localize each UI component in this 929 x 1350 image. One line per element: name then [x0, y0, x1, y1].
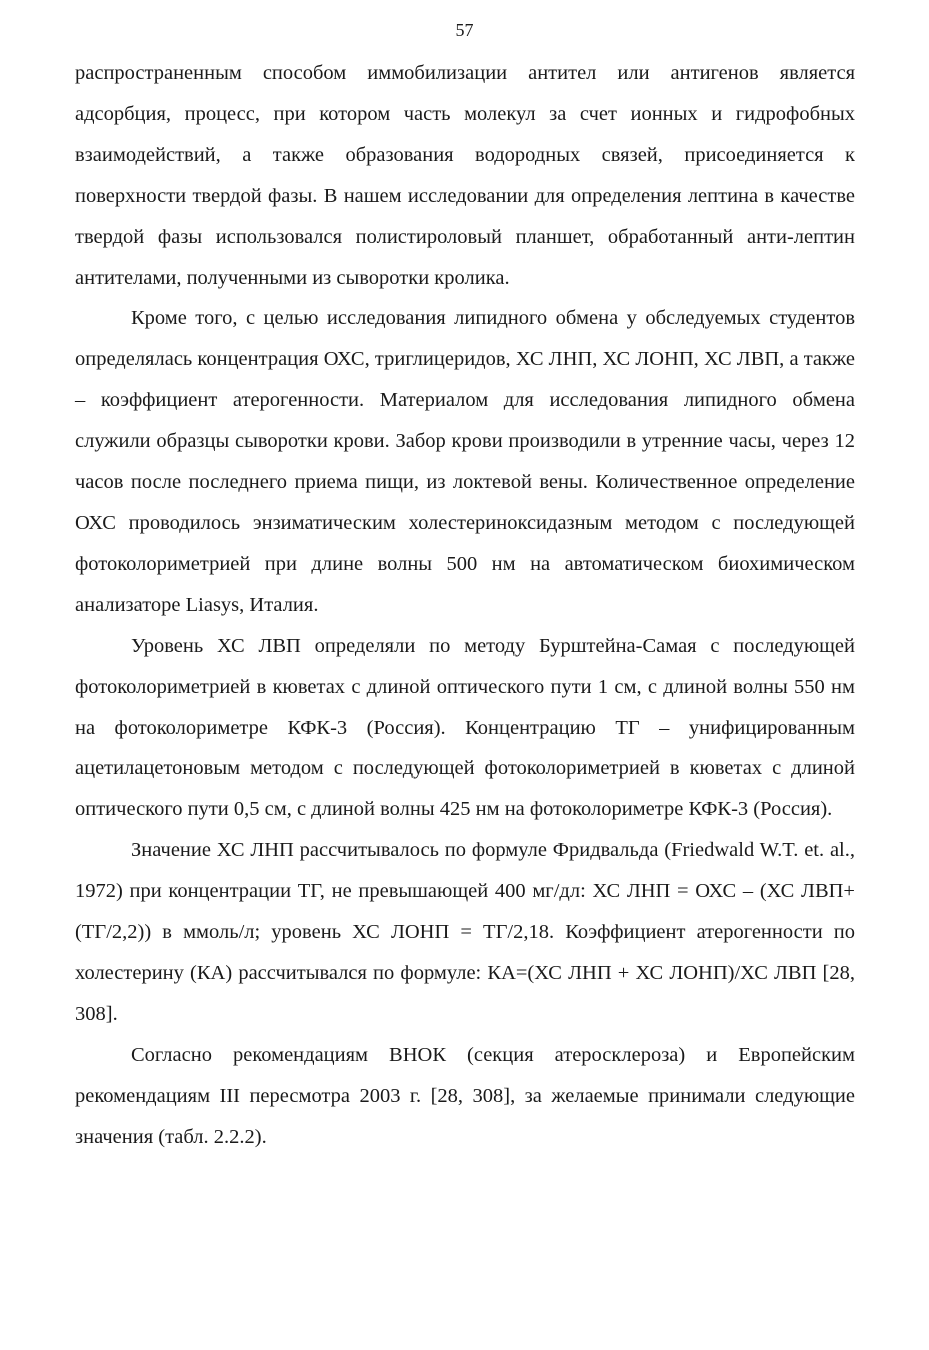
paragraph-recommendations: Согласно рекомендациям ВНОК (секция атеросклероза) и Европейским рекомендациям III пересмотра 2003 г. [28, 308], за желаемые принимали следующие значения (табл. 2.2.2). [75, 1043, 855, 1148]
page-number: 57 [455, 20, 474, 40]
paragraph-friedwald-formula: Значение ХС ЛНП рассчитывалось по формуле Фридвальда (Friedwald W.T. et. al., 1972) при концентрации ТГ, не превышающей 400 мг/дл: ХС ЛНП = ОХС – (ХС ЛВП+(ТГ/2,2)) в ммоль/л; уровень ХС ЛОНП = ТГ/2,18. Коэффициент атерогенности по холестерину (КА) рассчитывался по формуле: КА=(ХС ЛНП + ХС ЛОНП)/ХС ЛВП [28, 308]. [75, 839, 855, 1025]
paragraph-adsorption: распространенным способом иммобилизации антител или антигенов является адсорбция, процесс, при котором часть молекул за счет ионных и гидрофобных взаимодействий, а также образования водородных связей, присоединяется к поверхности твердой фазы. В нашем исследовании для определения лептина в качестве твердой фазы использовался полистироловый планшет, обработанный анти-лептин антителами, полученными из сыворотки кролика. [75, 62, 855, 289]
paragraph-lipid-metabolism: Кроме того, с целью исследования липидного обмена у обследуемых студентов определялась концентрация ОХС, триглицеридов, ХС ЛНП, ХС ЛОНП, ХС ЛВП, а также – коэффициент атерогенности. Материалом для исследования липидного обмена служили образцы сыворотки крови. Забор крови производили в утренние часы, через 12 часов после последнего приема пищи, из локтевой вены. Количественное определение ОХС проводилось энзиматическим холестериноксидазным методом с последующей фотоколориметрией при длине волны 500 нм на автоматическом биохимическом анализаторе Liasys, Италия. [75, 307, 855, 616]
paragraph-hdl-tg-method: Уровень ХС ЛВП определяли по методу Бурштейна-Самая с последующей фотоколориметрией в кюветах с длиной оптического пути 1 см, с длиной волны 550 нм на фотоколориметре КФК-3 (Россия). Концентрацию ТГ – унифицированным ацетилацетоновым методом с последующей фотоколориметрией в кюветах с длиной оптического пути 0,5 см, с длиной волны 425 нм на фотоколориметре КФК-3 (Россия). [75, 634, 855, 821]
body-text [75, 53, 855, 1157]
